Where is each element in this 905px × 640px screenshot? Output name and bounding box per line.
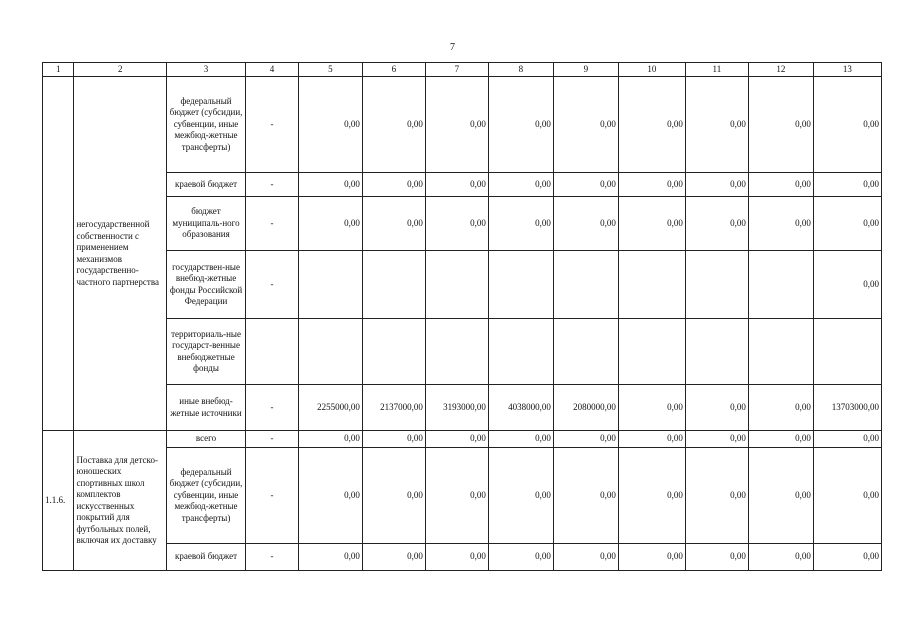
value-cell: 0,00 <box>618 77 685 173</box>
value-cell: 0,00 <box>488 173 553 197</box>
table-body <box>43 77 882 571</box>
value-cell: 0,00 <box>748 448 813 544</box>
column-header: 5 <box>298 63 362 77</box>
value-cell: 0,00 <box>425 448 488 544</box>
value-cell: 0,00 <box>813 251 881 319</box>
value-cell: 0,00 <box>618 385 685 431</box>
dash-cell: - <box>246 197 299 251</box>
value-cell: 0,00 <box>813 197 881 251</box>
value-cell: 0,00 <box>298 431 362 448</box>
value-cell: 4038000,00 <box>488 385 553 431</box>
table-row <box>43 77 882 173</box>
value-cell: 0,00 <box>425 77 488 173</box>
table-row <box>43 544 882 571</box>
value-cell: 0,00 <box>425 197 488 251</box>
dash-cell: - <box>246 385 299 431</box>
column-header: 4 <box>246 63 299 77</box>
value-cell: 0,00 <box>362 173 425 197</box>
column-header: 1 <box>43 63 74 77</box>
value-cell: 0,00 <box>488 431 553 448</box>
value-cell <box>362 251 425 319</box>
value-cell: 0,00 <box>488 448 553 544</box>
value-cell: 0,00 <box>618 197 685 251</box>
table-row <box>43 173 882 197</box>
value-cell: 0,00 <box>813 77 881 173</box>
value-cell: 3193000,00 <box>425 385 488 431</box>
funding-source: федеральный бюджет (субсидии, субвенции, иные межбюд-жетные трансферты) <box>166 77 245 173</box>
value-cell: 0,00 <box>685 385 748 431</box>
item-description: негосударственной собственности с применением механизмов государственно-частного партнерства <box>74 77 166 431</box>
value-cell: 0,00 <box>425 431 488 448</box>
table-row <box>43 319 882 385</box>
page-number: 7 <box>450 42 455 53</box>
dash-cell: - <box>246 448 299 544</box>
dash-cell: - <box>246 544 299 571</box>
value-cell: 0,00 <box>748 431 813 448</box>
value-cell: 0,00 <box>362 431 425 448</box>
value-cell: 0,00 <box>813 544 881 571</box>
value-cell: 0,00 <box>618 448 685 544</box>
value-cell: 0,00 <box>362 77 425 173</box>
value-cell: 0,00 <box>748 544 813 571</box>
value-cell: 0,00 <box>488 197 553 251</box>
value-cell <box>748 319 813 385</box>
column-header: 11 <box>685 63 748 77</box>
value-cell: 0,00 <box>488 77 553 173</box>
value-cell: 0,00 <box>362 448 425 544</box>
table-row <box>43 431 882 448</box>
value-cell <box>748 251 813 319</box>
item-code: 1.1.6. <box>43 431 74 571</box>
budget-table <box>42 62 882 571</box>
funding-source: территориаль-ные государст-венные внебюджетные фонды <box>166 319 245 385</box>
value-cell <box>425 319 488 385</box>
value-cell <box>553 319 618 385</box>
dash-cell: - <box>246 251 299 319</box>
value-cell <box>488 251 553 319</box>
column-header: 7 <box>425 63 488 77</box>
value-cell: 2137000,00 <box>362 385 425 431</box>
dash-cell: - <box>246 173 299 197</box>
column-header: 8 <box>488 63 553 77</box>
value-cell: 0,00 <box>425 544 488 571</box>
value-cell: 0,00 <box>298 544 362 571</box>
value-cell <box>553 251 618 319</box>
header-row <box>43 63 882 77</box>
column-header: 6 <box>362 63 425 77</box>
value-cell <box>685 251 748 319</box>
column-header: 10 <box>618 63 685 77</box>
value-cell: 0,00 <box>813 431 881 448</box>
value-cell: 0,00 <box>618 431 685 448</box>
table-row <box>43 251 882 319</box>
value-cell <box>618 251 685 319</box>
value-cell: 0,00 <box>618 173 685 197</box>
value-cell: 0,00 <box>298 448 362 544</box>
value-cell: 0,00 <box>813 173 881 197</box>
dash-cell: - <box>246 431 299 448</box>
value-cell: 0,00 <box>813 448 881 544</box>
value-cell <box>425 251 488 319</box>
value-cell: 0,00 <box>685 173 748 197</box>
value-cell: 0,00 <box>298 173 362 197</box>
funding-source: краевой бюджет <box>166 173 245 197</box>
value-cell: 0,00 <box>685 544 748 571</box>
table-row <box>43 385 882 431</box>
funding-source: бюджет муниципаль-ного образования <box>166 197 245 251</box>
value-cell: 0,00 <box>488 544 553 571</box>
value-cell: 0,00 <box>553 431 618 448</box>
funding-source: государствен-ные внебюд-жетные фонды Российской Федерации <box>166 251 245 319</box>
value-cell: 0,00 <box>298 77 362 173</box>
column-header: 3 <box>166 63 245 77</box>
value-cell <box>618 319 685 385</box>
funding-source: федеральный бюджет (субсидии, субвенции, иные межбюд-жетные трансферты) <box>166 448 245 544</box>
value-cell: 0,00 <box>553 197 618 251</box>
value-cell: 0,00 <box>748 385 813 431</box>
column-header: 9 <box>553 63 618 77</box>
value-cell: 0,00 <box>685 77 748 173</box>
value-cell: 0,00 <box>685 448 748 544</box>
value-cell: 0,00 <box>553 77 618 173</box>
value-cell: 0,00 <box>748 173 813 197</box>
table-row <box>43 197 882 251</box>
value-cell: 0,00 <box>425 173 488 197</box>
item-description: Поставка для детско-юношеских спортивных школ комплектов искусственных покрытий для футбольных полей, включая их доставку <box>74 431 166 571</box>
value-cell <box>813 319 881 385</box>
item-code <box>43 77 74 431</box>
value-cell: 0,00 <box>685 197 748 251</box>
column-header: 12 <box>748 63 813 77</box>
value-cell: 0,00 <box>685 431 748 448</box>
value-cell: 13703000,00 <box>813 385 881 431</box>
funding-source: иные внебюд-жетные источники <box>166 385 245 431</box>
table-row <box>43 448 882 544</box>
value-cell: 0,00 <box>553 544 618 571</box>
value-cell: 0,00 <box>298 197 362 251</box>
value-cell: 0,00 <box>362 544 425 571</box>
value-cell: 0,00 <box>618 544 685 571</box>
value-cell: 0,00 <box>553 448 618 544</box>
dash-cell: - <box>246 77 299 173</box>
value-cell: 0,00 <box>362 197 425 251</box>
column-header: 13 <box>813 63 881 77</box>
value-cell: 0,00 <box>748 197 813 251</box>
value-cell <box>488 319 553 385</box>
value-cell <box>298 319 362 385</box>
value-cell <box>685 319 748 385</box>
value-cell: 2080000,00 <box>553 385 618 431</box>
value-cell <box>362 319 425 385</box>
value-cell: 2255000,00 <box>298 385 362 431</box>
funding-source: всего <box>166 431 245 448</box>
value-cell <box>298 251 362 319</box>
funding-source: краевой бюджет <box>166 544 245 571</box>
value-cell: 0,00 <box>553 173 618 197</box>
dash-cell <box>246 319 299 385</box>
value-cell: 0,00 <box>748 77 813 173</box>
column-header: 2 <box>74 63 166 77</box>
